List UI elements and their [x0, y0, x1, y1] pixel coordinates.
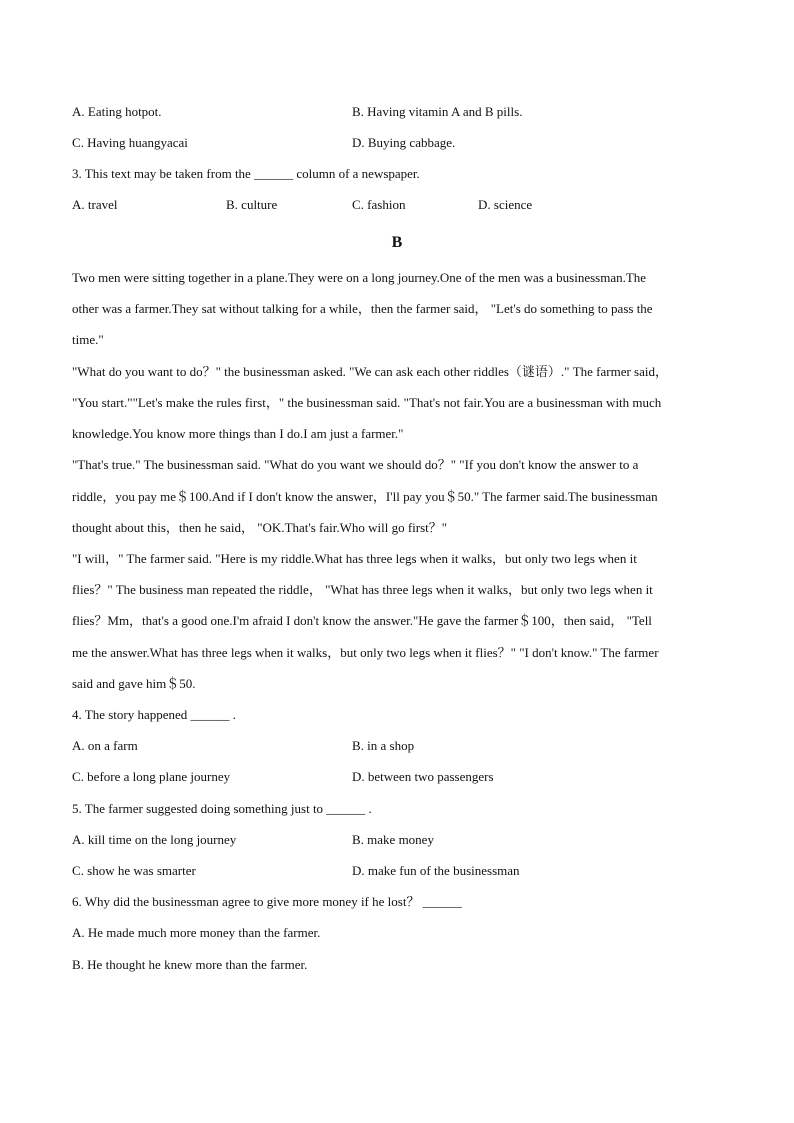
passage-line: said and gave him＄50. — [72, 676, 196, 691]
passage-line: Two men were sitting together in a plane.They were on a long journey.One of the men was a businessman.The — [72, 270, 647, 285]
q4-stem: 4. The story happened ______ . — [72, 707, 237, 722]
passage-line: knowledge.You know more things than I do.I am just a farmer." — [72, 426, 404, 441]
passage-line: other was a farmer.They sat without talking for a while，then the farmer said， "Let's do something to pass the — [72, 301, 653, 316]
q2-option-b: B. Having vitamin A and B pills. — [352, 104, 523, 119]
q3-option-a: A. travel — [72, 197, 118, 212]
q5-option-a: A. kill time on the long journey — [72, 832, 237, 847]
passage-line: flies？Mm，that's a good one.I'm afraid I don't know the answer."He gave the farmer＄100，then said， "Tell — [72, 613, 652, 628]
q5-option-d: D. make fun of the businessman — [352, 863, 520, 878]
q4-option-b: B. in a shop — [352, 738, 415, 753]
q4-option-a: A. on a farm — [72, 738, 138, 753]
q4-option-d: D. between two passengers — [352, 769, 494, 784]
passage-line: "I will，" The farmer said. "Here is my riddle.What has three legs when it walks，but only two legs when it — [72, 551, 637, 566]
q2-option-d: D. Buying cabbage. — [352, 135, 456, 150]
passage-line: me the answer.What has three legs when it walks，but only two legs when it flies？" "I don't know." The farmer — [72, 645, 659, 660]
q3-stem: 3. This text may be taken from the ______ column of a newspaper. — [72, 166, 420, 181]
q3-option-c: C. fashion — [352, 197, 406, 212]
passage-line: time." — [72, 332, 104, 347]
q2-option-c: C. Having huangyacai — [72, 135, 188, 150]
q4-option-c: C. before a long plane journey — [72, 769, 231, 784]
q5-option-b: B. make money — [352, 832, 434, 847]
passage-line: thought about this，then he said， "OK.That's fair.Who will go first？" — [72, 520, 448, 535]
passage-line: "You start.""Let's make the rules first，" the businessman said. "That's not fair.You are a businessman with much — [72, 395, 662, 410]
q5-option-c: C. show he was smarter — [72, 863, 196, 878]
q6-option-a: A. He made much more money than the farmer. — [72, 925, 321, 940]
q6-stem: 6. Why did the businessman agree to give more money if he lost？ ______ — [72, 894, 462, 909]
section-title: B — [391, 234, 403, 251]
q3-option-b: B. culture — [226, 197, 278, 212]
q2-option-a: A. Eating hotpot. — [72, 104, 162, 119]
passage-line: "That's true." The businessman said. "What do you want we should do？" "If you don't know the answer to a — [72, 457, 639, 472]
q3-option-d: D. science — [478, 197, 533, 212]
passage-line: flies？" The business man repeated the riddle， "What has three legs when it walks，but only two legs when it — [72, 582, 653, 597]
passage-line: riddle，you pay me＄100.And if I don't know the answer，I'll pay you＄50." The farmer said.The businessman — [72, 489, 658, 504]
q6-option-b: B. He thought he knew more than the farmer. — [72, 957, 308, 972]
q5-stem: 5. The farmer suggested doing something just to ______ . — [72, 801, 372, 816]
passage-line: "What do you want to do？" the businessman asked. "We can ask each other riddles（谜语）." The farmer said， — [72, 364, 668, 379]
